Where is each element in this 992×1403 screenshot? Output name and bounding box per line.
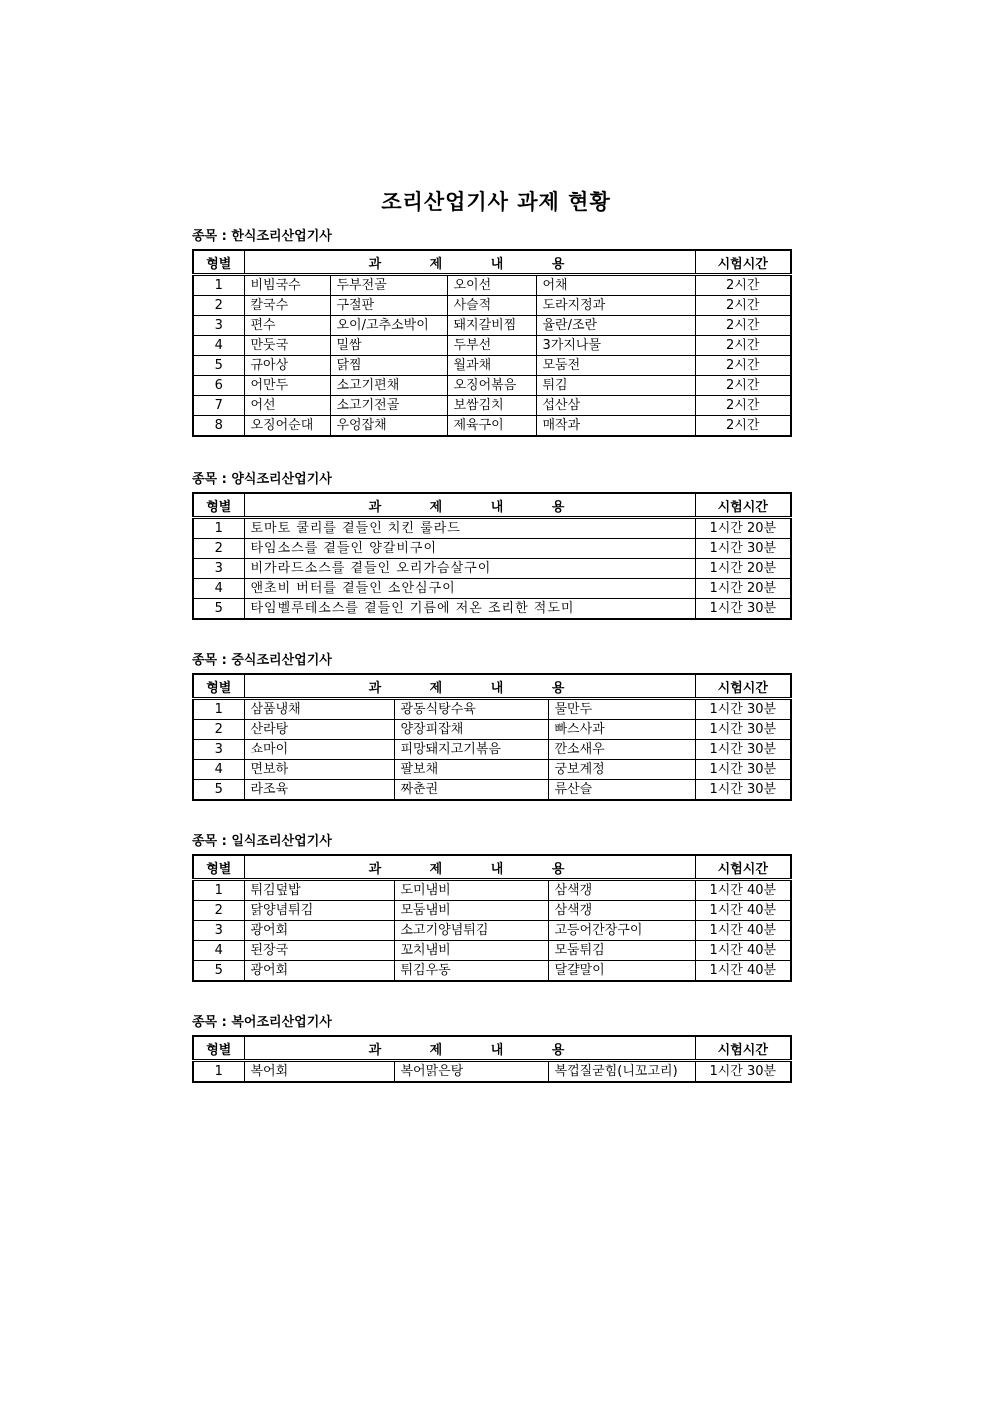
task-item: 토마토 쿨리를 곁들인 치킨 룰라드 xyxy=(244,518,695,539)
task-item: 피망돼지고기볶음 xyxy=(394,740,548,760)
task-item: 두부전골 xyxy=(330,275,447,296)
header-type: 형별 xyxy=(193,1036,244,1061)
table-row xyxy=(193,941,791,961)
header-content: 과 제 내 용 xyxy=(244,250,695,275)
section-japanese xyxy=(192,832,790,982)
task-item: 비빔국수 xyxy=(244,275,330,296)
task-item: 튀김덮밥 xyxy=(244,880,394,901)
task-item: 광동식탕수육 xyxy=(394,699,548,720)
task-item: 광어회 xyxy=(244,921,394,941)
task-item: 광어회 xyxy=(244,961,394,982)
row-number: 3 xyxy=(193,740,244,760)
exam-time: 1시간 40분 xyxy=(695,880,791,901)
exam-time: 1시간 40분 xyxy=(695,921,791,941)
exam-time: 2시간 xyxy=(695,275,791,296)
task-item: 면보하 xyxy=(244,760,394,780)
task-item: 3가지나물 xyxy=(536,336,695,356)
row-number: 4 xyxy=(193,579,244,599)
task-item: 어선 xyxy=(244,396,330,416)
header-time: 시험시간 xyxy=(695,1036,791,1061)
row-number: 3 xyxy=(193,316,244,336)
task-table xyxy=(192,1035,792,1083)
header-content: 과 제 내 용 xyxy=(244,674,695,699)
row-number: 4 xyxy=(193,760,244,780)
row-number: 2 xyxy=(193,539,244,559)
header-type: 형별 xyxy=(193,855,244,880)
task-item: 보쌈김치 xyxy=(447,396,536,416)
row-number: 6 xyxy=(193,376,244,396)
task-item: 라조육 xyxy=(244,780,394,801)
header-time: 시험시간 xyxy=(695,250,791,275)
task-item: 된장국 xyxy=(244,941,394,961)
table-row xyxy=(193,780,791,801)
task-item: 밀쌈 xyxy=(330,336,447,356)
task-item: 팔보채 xyxy=(394,760,548,780)
task-item: 칼국수 xyxy=(244,296,330,316)
exam-time: 1시간 20분 xyxy=(695,579,791,599)
section-label: 종목 : 일식조리산업기사 xyxy=(192,834,332,849)
task-item: 복어회 xyxy=(244,1061,394,1083)
row-number: 7 xyxy=(193,396,244,416)
task-item: 빠스사과 xyxy=(548,720,695,740)
row-number: 2 xyxy=(193,720,244,740)
task-item: 소고기전골 xyxy=(330,396,447,416)
table-row xyxy=(193,539,791,559)
exam-time: 1시간 30분 xyxy=(695,1061,791,1083)
section-label: 종목 : 한식조리산업기사 xyxy=(192,229,332,244)
table-row xyxy=(193,740,791,760)
task-item: 오징어순대 xyxy=(244,416,330,437)
task-item: 만둣국 xyxy=(244,336,330,356)
task-item: 편수 xyxy=(244,316,330,336)
section-label: 종목 : 양식조리산업기사 xyxy=(192,472,332,487)
exam-time: 1시간 40분 xyxy=(695,941,791,961)
table-row xyxy=(193,559,791,579)
section-korean xyxy=(192,227,790,437)
exam-time: 1시간 30분 xyxy=(695,780,791,801)
task-item: 삼품냉채 xyxy=(244,699,394,720)
row-number: 1 xyxy=(193,275,244,296)
task-item: 깐소새우 xyxy=(548,740,695,760)
task-item: 삼색갱 xyxy=(548,901,695,921)
task-item: 도미냄비 xyxy=(394,880,548,901)
task-item: 모둠튀김 xyxy=(548,941,695,961)
table-row xyxy=(193,316,791,336)
task-item: 복어맑은탕 xyxy=(394,1061,548,1083)
task-item: 타임벨루테소스를 곁들인 기름에 저온 조리한 적도미 xyxy=(244,599,695,620)
table-row xyxy=(193,901,791,921)
header-type: 형별 xyxy=(193,493,244,518)
exam-time: 1시간 30분 xyxy=(695,699,791,720)
task-item: 돼지갈비찜 xyxy=(447,316,536,336)
exam-time: 2시간 xyxy=(695,416,791,437)
table-row xyxy=(193,396,791,416)
task-item: 류산슬 xyxy=(548,780,695,801)
table-row xyxy=(193,275,791,296)
exam-time: 2시간 xyxy=(695,396,791,416)
row-number: 5 xyxy=(193,961,244,982)
row-number: 5 xyxy=(193,780,244,801)
task-item: 섭산삼 xyxy=(536,396,695,416)
table-header-row xyxy=(193,1036,791,1061)
table-row xyxy=(193,376,791,396)
table-row xyxy=(193,579,791,599)
section-label: 종목 : 중식조리산업기사 xyxy=(192,653,332,668)
task-table xyxy=(192,492,792,620)
table-header-row xyxy=(193,855,791,880)
row-number: 1 xyxy=(193,699,244,720)
table-row xyxy=(193,1061,791,1083)
task-item: 어만두 xyxy=(244,376,330,396)
task-item: 우엉잡채 xyxy=(330,416,447,437)
task-item: 규아상 xyxy=(244,356,330,376)
task-item: 오이선 xyxy=(447,275,536,296)
table-header-row xyxy=(193,493,791,518)
exam-time: 1시간 30분 xyxy=(695,599,791,620)
task-item: 튀김우동 xyxy=(394,961,548,982)
table-row xyxy=(193,599,791,620)
task-item: 월과채 xyxy=(447,356,536,376)
table-row xyxy=(193,880,791,901)
exam-time: 1시간 30분 xyxy=(695,760,791,780)
header-content: 과 제 내 용 xyxy=(244,855,695,880)
task-item: 모둠냄비 xyxy=(394,901,548,921)
task-item: 산라탕 xyxy=(244,720,394,740)
section-western xyxy=(192,470,790,620)
task-item: 소고기양념튀김 xyxy=(394,921,548,941)
exam-time: 2시간 xyxy=(695,356,791,376)
table-row xyxy=(193,336,791,356)
row-number: 8 xyxy=(193,416,244,437)
row-number: 5 xyxy=(193,356,244,376)
exam-time: 2시간 xyxy=(695,376,791,396)
task-item: 모둠전 xyxy=(536,356,695,376)
task-item: 타임소스를 곁들인 양갈비구이 xyxy=(244,539,695,559)
task-item: 튀김 xyxy=(536,376,695,396)
exam-time: 1시간 20분 xyxy=(695,518,791,539)
header-time: 시험시간 xyxy=(695,855,791,880)
task-item: 꼬치냄비 xyxy=(394,941,548,961)
task-item: 구절판 xyxy=(330,296,447,316)
table-row xyxy=(193,921,791,941)
task-table xyxy=(192,854,792,982)
table-row xyxy=(193,296,791,316)
task-table xyxy=(192,249,792,437)
row-number: 4 xyxy=(193,941,244,961)
row-number: 3 xyxy=(193,559,244,579)
task-item: 제육구이 xyxy=(447,416,536,437)
row-number: 1 xyxy=(193,880,244,901)
exam-time: 2시간 xyxy=(695,316,791,336)
task-item: 소고기편채 xyxy=(330,376,447,396)
exam-time: 1시간 40분 xyxy=(695,961,791,982)
section-puffer-fish xyxy=(192,1013,790,1083)
task-item: 복껍질굳힘(니꼬고리) xyxy=(548,1061,695,1083)
task-item: 사슬적 xyxy=(447,296,536,316)
exam-time: 2시간 xyxy=(695,336,791,356)
task-item: 물만두 xyxy=(548,699,695,720)
task-item: 달걀말이 xyxy=(548,961,695,982)
table-row xyxy=(193,961,791,982)
task-item: 오이/고추소박이 xyxy=(330,316,447,336)
task-table xyxy=(192,673,792,801)
task-item: 삼색갱 xyxy=(548,880,695,901)
row-number: 4 xyxy=(193,336,244,356)
task-item: 짜춘권 xyxy=(394,780,548,801)
task-item: 앤초비 버터를 곁들인 소안심구이 xyxy=(244,579,695,599)
exam-time: 2시간 xyxy=(695,296,791,316)
header-content: 과 제 내 용 xyxy=(244,493,695,518)
task-item: 궁보계정 xyxy=(548,760,695,780)
section-chinese xyxy=(192,651,790,801)
row-number: 3 xyxy=(193,921,244,941)
row-number: 2 xyxy=(193,901,244,921)
header-time: 시험시간 xyxy=(695,493,791,518)
table-row xyxy=(193,699,791,720)
page-title: 조리산업기사 과제 현황 xyxy=(381,190,611,214)
table-row xyxy=(193,356,791,376)
header-content: 과 제 내 용 xyxy=(244,1036,695,1061)
task-item: 도라지정과 xyxy=(536,296,695,316)
header-type: 형별 xyxy=(193,250,244,275)
exam-time: 1시간 30분 xyxy=(695,539,791,559)
exam-time: 1시간 30분 xyxy=(695,740,791,760)
header-time: 시험시간 xyxy=(695,674,791,699)
section-label: 종목 : 복어조리산업기사 xyxy=(192,1015,332,1030)
task-item: 두부선 xyxy=(447,336,536,356)
task-item: 고등어간장구이 xyxy=(548,921,695,941)
row-number: 2 xyxy=(193,296,244,316)
row-number: 5 xyxy=(193,599,244,620)
row-number: 1 xyxy=(193,518,244,539)
task-item: 율란/조란 xyxy=(536,316,695,336)
exam-time: 1시간 30분 xyxy=(695,720,791,740)
task-item: 양장피잡채 xyxy=(394,720,548,740)
table-row xyxy=(193,416,791,437)
table-row xyxy=(193,760,791,780)
header-type: 형별 xyxy=(193,674,244,699)
exam-time: 1시간 40분 xyxy=(695,901,791,921)
task-item: 닭양념튀김 xyxy=(244,901,394,921)
task-item: 매작과 xyxy=(536,416,695,437)
task-item: 쇼마이 xyxy=(244,740,394,760)
task-item: 오징어볶음 xyxy=(447,376,536,396)
task-item: 닭찜 xyxy=(330,356,447,376)
table-header-row xyxy=(193,674,791,699)
exam-time: 1시간 20분 xyxy=(695,559,791,579)
table-header-row xyxy=(193,250,791,275)
task-item: 어채 xyxy=(536,275,695,296)
table-row xyxy=(193,720,791,740)
row-number: 1 xyxy=(193,1061,244,1083)
task-item: 비가라드소스를 곁들인 오리가슴살구이 xyxy=(244,559,695,579)
table-row xyxy=(193,518,791,539)
